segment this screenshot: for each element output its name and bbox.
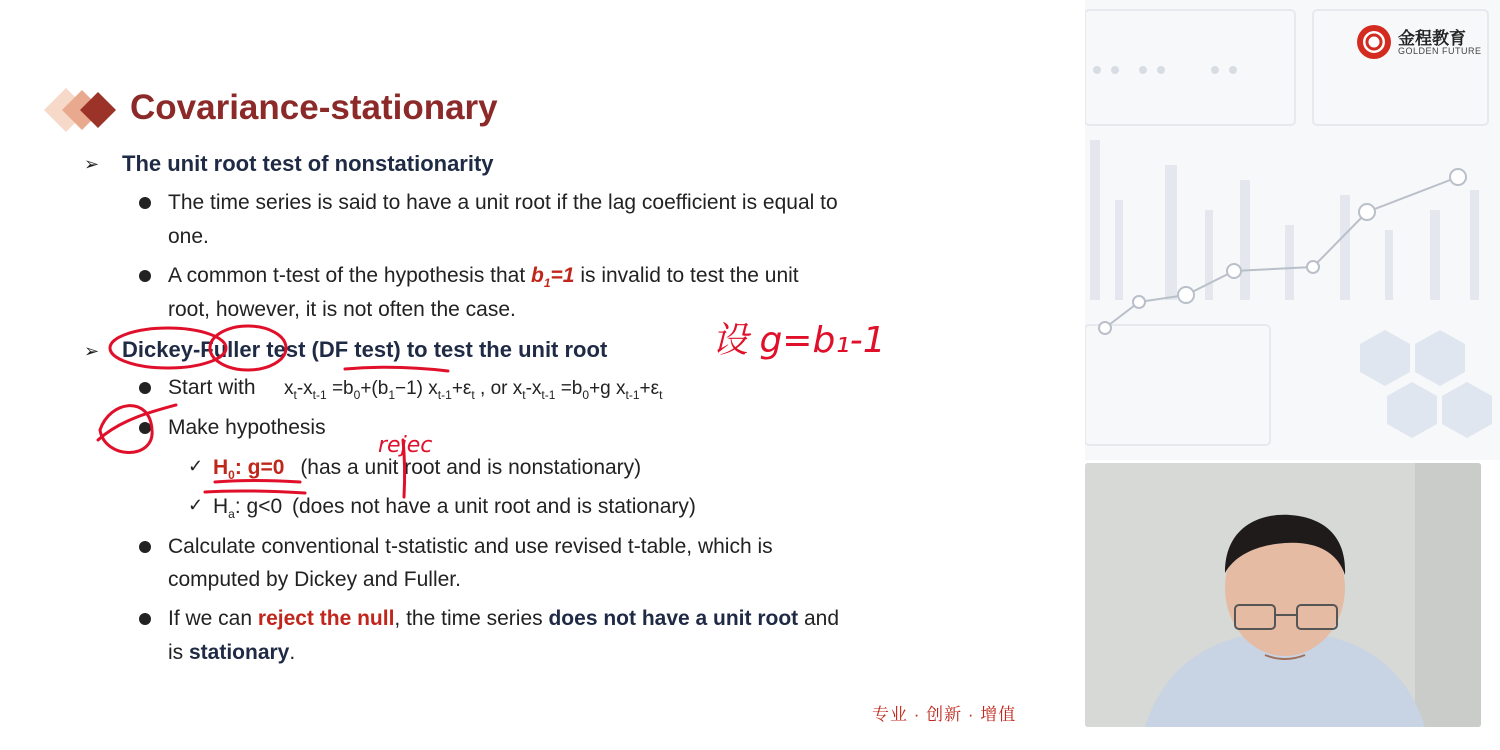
slogan: 专业 · 创新 · 增值 [872, 705, 1017, 724]
b1-equals: =1 [550, 264, 575, 287]
reject-mid: , the time series [394, 607, 549, 630]
df-heading-part3: to test the unit root [400, 337, 608, 362]
b1-symbol [531, 264, 575, 291]
bullet-t-test-post: is invalid to test the unit [574, 264, 799, 287]
ha-equation: : g<0 [234, 495, 283, 518]
dot-bullet-icon [139, 197, 151, 209]
dot-bullet-icon [139, 270, 151, 282]
bullet-start-with: Start with [168, 376, 256, 399]
ha-line [213, 490, 696, 531]
stationary-word: stationary [189, 641, 290, 664]
stationary-post: . [289, 641, 296, 664]
dot-bullet-icon [139, 382, 151, 394]
bullet-unit-root-definition-cont: one. [168, 225, 209, 248]
section-df-test-heading [122, 337, 607, 363]
ha-subscript: a [228, 507, 235, 522]
h0-description: (has a unit root and is nonstationary) [300, 456, 642, 479]
h0-letter: H [213, 456, 229, 479]
logo-icon [1356, 24, 1392, 60]
df-equation: $x_t-x_{t-1} =b_0+(b_1-1)$ $x_{t-1}+\varepsilon_t$ , or $x_t-x_{t-1} =b_0+g$ $x_{t-1}+\varepsilon_t$ [284, 378, 663, 402]
presenter-video [1085, 463, 1481, 727]
check-icon: ✓ [188, 495, 204, 515]
stationary-pre: is [168, 641, 189, 664]
bullet-unit-root-definition: The time series is said to have a unit root if the lag coefficient is equal to [168, 191, 838, 214]
logo-subtitle: GOLDEN FUTURE [1398, 46, 1482, 56]
arrow-bullet-icon: ➢ [84, 154, 100, 174]
dot-bullet-icon [139, 422, 151, 434]
arrow-bullet-icon: ➢ [84, 341, 100, 361]
dot-bullet-icon [139, 541, 151, 553]
ha-letter: H [213, 495, 229, 518]
reject-the-null: reject the null [257, 607, 395, 630]
title-diamond-icon [44, 88, 124, 132]
slide-title: Covariance-stationary [130, 88, 498, 127]
handwritten-note-g: 设 g=b₁-1 [712, 320, 886, 361]
h0-line [213, 451, 641, 492]
bullet-calculate-cont: computed by Dickey and Fuller. [168, 568, 461, 591]
bullet-reject-null-cont [168, 636, 295, 669]
h0-equation: : g=0 [234, 456, 285, 479]
bullet-t-test-cont: root, however, it is not often the case. [168, 298, 516, 321]
ha-symbol [213, 495, 283, 522]
reject-post: and [798, 607, 840, 630]
handwritten-reject: rejec [378, 433, 433, 458]
b1-subscript: 1 [543, 276, 551, 291]
bullet-calculate: Calculate conventional t-statistic and use revised t-table, which is [168, 535, 773, 558]
background-graphic [1085, 0, 1500, 460]
underline-df-test [345, 367, 448, 371]
reject-pre: If we can [168, 607, 258, 630]
h0-subscript: 0 [228, 468, 235, 483]
check-icon: ✓ [188, 456, 204, 476]
section-unit-root-heading: The unit root test of nonstationarity [122, 151, 494, 176]
h0-symbol [213, 456, 285, 483]
df-heading-part2: (DF test) [311, 337, 401, 362]
dot-bullet-icon [139, 613, 151, 625]
presenter-figure [1085, 463, 1481, 727]
bullet-t-test-pre: A common t-test of the hypothesis that [168, 264, 532, 287]
decorative-background [1085, 0, 1500, 460]
no-unit-root: does not have a unit root [548, 607, 799, 630]
b1-letter: b [531, 264, 544, 287]
logo-name: 金程教育 [1398, 29, 1466, 48]
bullet-make-hypothesis: Make hypothesis [168, 416, 326, 439]
bullet-reject-null [168, 602, 839, 635]
ha-description: (does not have a unit root and is stationary) [292, 495, 696, 518]
df-heading-part1: Dickey-Fuller test [122, 337, 312, 362]
